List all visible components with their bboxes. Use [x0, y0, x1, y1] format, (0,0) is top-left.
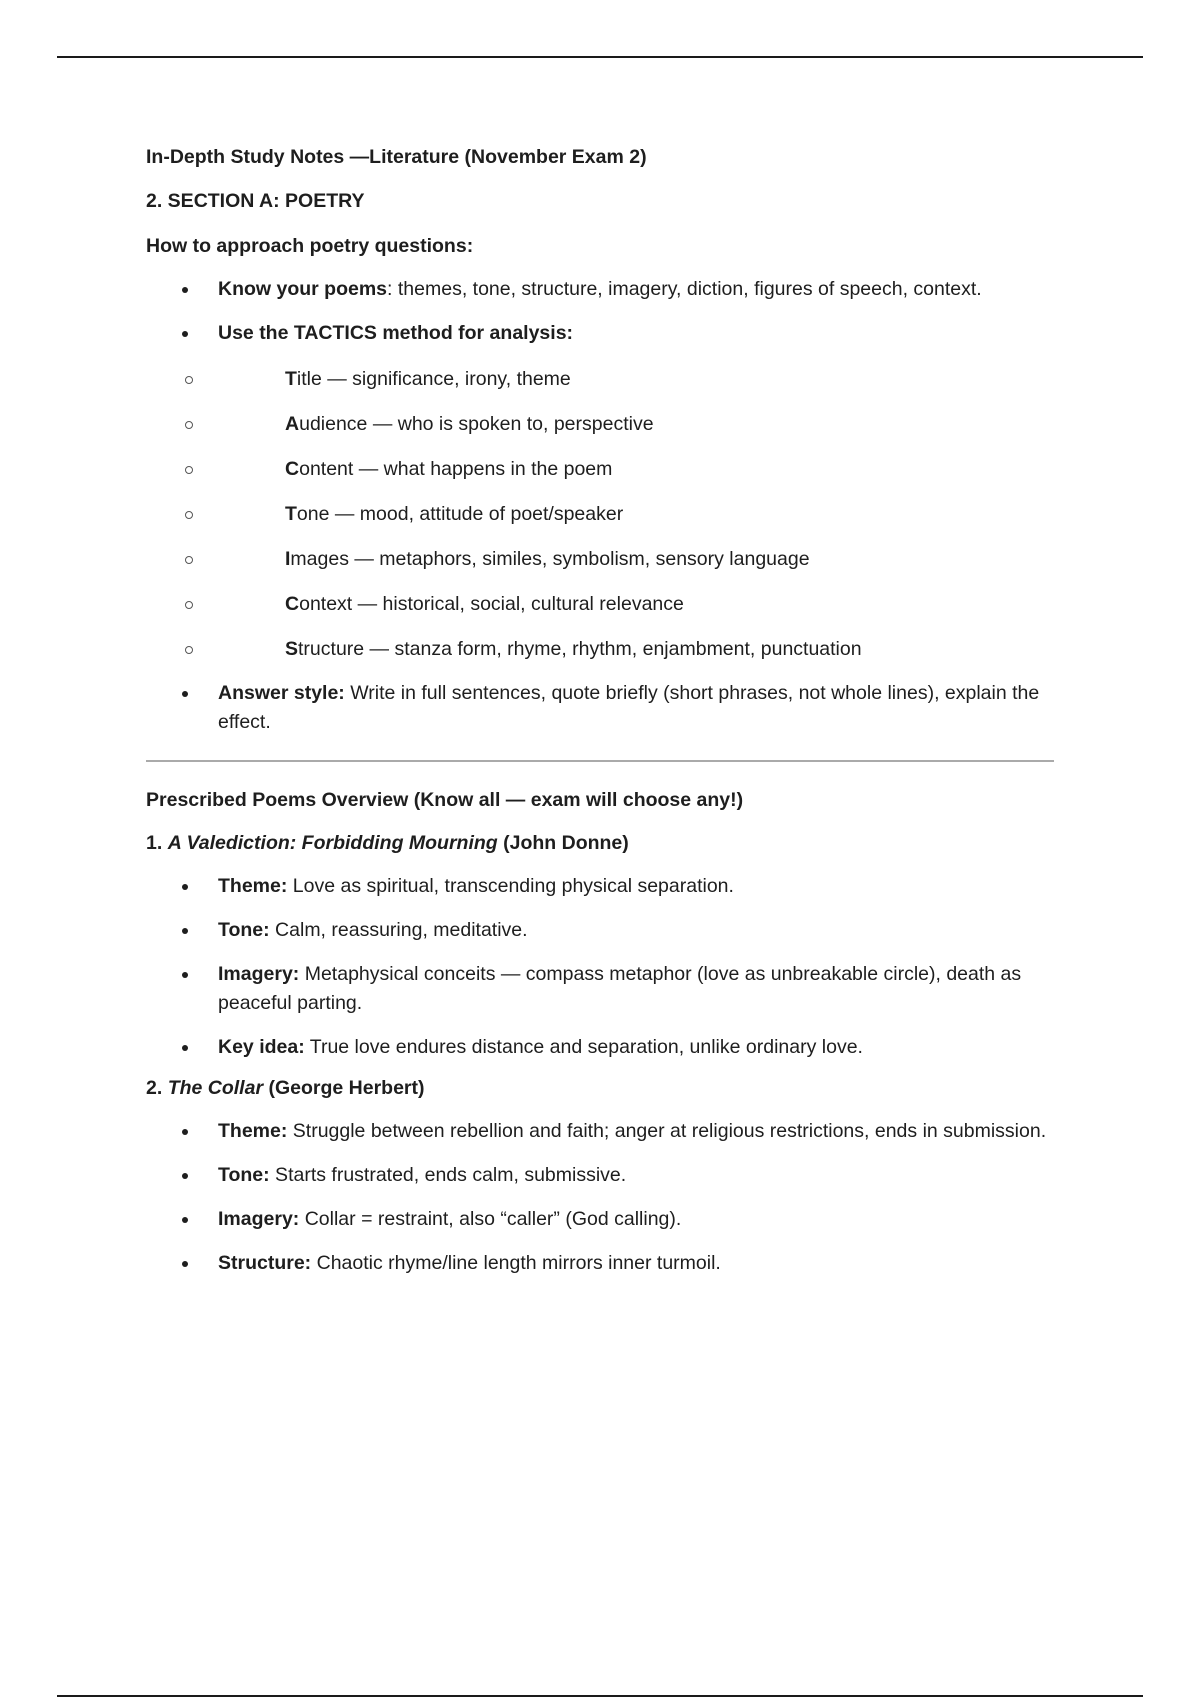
poem-notes-list: [146, 1117, 1066, 1278]
poem-author: (George Herbert): [268, 1077, 425, 1099]
section-heading: 2. SECTION A: POETRY: [146, 190, 365, 212]
note-text: Love as spiritual, transcending physical separation.: [287, 875, 734, 897]
poem-notes-list: [146, 872, 1066, 1062]
poem-heading: [146, 1074, 1066, 1103]
tactics-text: itle — significance, irony, theme: [296, 368, 571, 390]
list-item: [146, 916, 1066, 945]
tactics-text: tructure — stanza form, rhyme, rhythm, enjambment, punctuation: [298, 638, 862, 660]
bullet-text: : themes, tone, structure, imagery, diction, figures of speech, context.: [387, 278, 982, 300]
circle-bullet-icon: [185, 421, 193, 429]
note-text: Calm, reassuring, meditative.: [269, 919, 528, 941]
tactics-item: [146, 410, 1066, 439]
list-item: [146, 872, 1066, 901]
note-text: Chaotic rhyme/line length mirrors inner turmoil.: [311, 1252, 721, 1274]
circle-bullet-icon: [185, 466, 193, 474]
list-item: [146, 1249, 1066, 1278]
bullet-icon: [182, 972, 188, 978]
bullet-text: Write in full sentences, quote briefly (short phrases, not whole lines), explain the effect.: [218, 682, 1040, 733]
tactics-letter: A: [285, 413, 300, 435]
note-label: Imagery:: [218, 963, 300, 985]
tactics-item: [146, 590, 1066, 619]
tactics-item: [146, 545, 1066, 574]
circle-bullet-icon: [185, 556, 193, 564]
poem-title: The Collar: [167, 1077, 264, 1099]
note-text: Starts frustrated, ends calm, submissive.: [269, 1164, 627, 1186]
bullet-icon: [182, 1045, 188, 1051]
bullet-lead: Know your poems: [218, 278, 388, 300]
note-text: Collar = restraint, also “caller” (God calling).: [299, 1208, 682, 1230]
prescribed-heading: Prescribed Poems Overview (Know all — exam will choose any!): [146, 789, 744, 811]
bullet-lead: Use the TACTICS method for analysis:: [218, 322, 574, 344]
note-label: Tone:: [218, 919, 270, 941]
bullet-icon: [182, 331, 188, 337]
approach-list: [146, 275, 1066, 737]
list-item: [146, 1161, 1066, 1190]
document-title: In-Depth Study Notes —Literature (November Exam 2): [146, 146, 647, 168]
bullet-icon: [182, 1217, 188, 1223]
bullet-icon: [182, 287, 188, 293]
tactics-letter: T: [285, 503, 297, 525]
note-text: True love endures distance and separation, unlike ordinary love.: [304, 1036, 863, 1058]
circle-bullet-icon: [185, 376, 193, 384]
tactics-text: one — mood, attitude of poet/speaker: [296, 503, 624, 525]
tactics-letter: I: [285, 548, 291, 570]
page-content: [146, 143, 1066, 1293]
note-label: Structure:: [218, 1252, 312, 1274]
poem-number: 1.: [146, 832, 163, 854]
tactics-text: ontext — historical, social, cultural relevance: [299, 593, 684, 615]
list-item: [146, 1117, 1066, 1146]
bullet-icon: [182, 928, 188, 934]
list-item: [146, 679, 1066, 737]
note-label: Theme:: [218, 875, 288, 897]
list-item: [146, 275, 1066, 304]
poem-heading: [146, 829, 1066, 858]
circle-bullet-icon: [185, 511, 193, 519]
top-rule: [57, 56, 1143, 58]
bullet-icon: [182, 884, 188, 890]
list-item: [146, 319, 1066, 664]
list-item: [146, 1205, 1066, 1234]
note-label: Key idea:: [218, 1036, 305, 1058]
bullet-lead: Answer style:: [218, 682, 345, 704]
tactics-letter: S: [285, 638, 299, 660]
tactics-text: mages — metaphors, similes, symbolism, sensory language: [290, 548, 810, 570]
tactics-letter: T: [285, 368, 297, 390]
bottom-rule: [57, 1695, 1143, 1697]
note-label: Tone:: [218, 1164, 270, 1186]
bullet-icon: [182, 1173, 188, 1179]
note-text: Metaphysical conceits — compass metaphor (love as unbreakable circle), death as peaceful parting.: [218, 963, 1022, 1014]
circle-bullet-icon: [185, 601, 193, 609]
tactics-item: [146, 455, 1066, 484]
tactics-item: [146, 500, 1066, 529]
tactics-letter: C: [285, 593, 300, 615]
poem-number: 2.: [146, 1077, 163, 1099]
circle-bullet-icon: [185, 646, 193, 654]
bullet-icon: [182, 1261, 188, 1267]
tactics-item: [146, 635, 1066, 664]
bullet-icon: [182, 691, 188, 697]
bullet-icon: [182, 1129, 188, 1135]
poem-author: (John Donne): [503, 832, 629, 854]
note-label: Imagery:: [218, 1208, 300, 1230]
tactics-text: udience — who is spoken to, perspective: [299, 413, 654, 435]
list-item: [146, 960, 1066, 1018]
tactics-list: [146, 365, 1066, 664]
list-item: [146, 1033, 1066, 1062]
section-divider: [146, 760, 1054, 762]
approach-heading: How to approach poetry questions:: [146, 235, 474, 257]
note-text: Struggle between rebellion and faith; anger at religious restrictions, ends in submission.: [287, 1120, 1047, 1142]
tactics-item: [146, 365, 1066, 394]
tactics-text: ontent — what happens in the poem: [299, 458, 613, 480]
tactics-letter: C: [285, 458, 300, 480]
note-label: Theme:: [218, 1120, 288, 1142]
poem-title: A Valediction: Forbidding Mourning: [167, 832, 498, 854]
